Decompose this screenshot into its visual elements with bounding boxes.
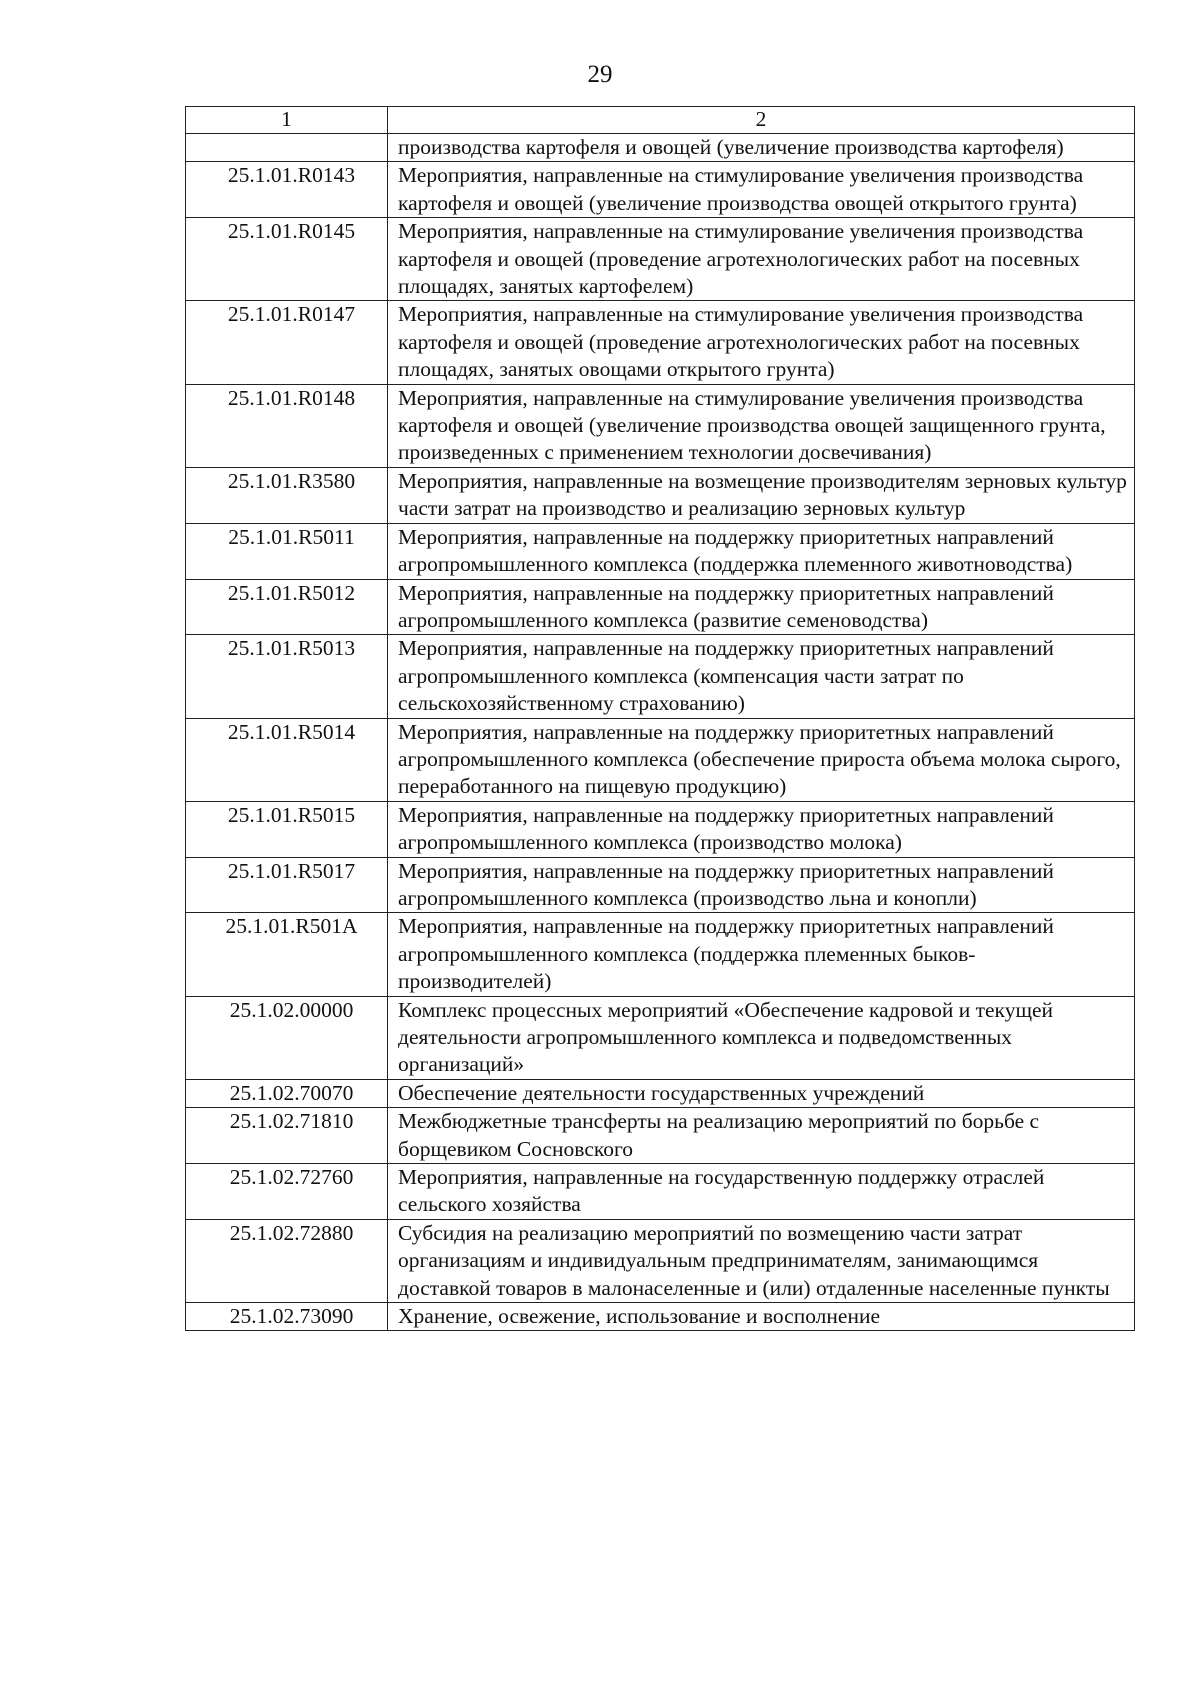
table-row	[186, 1108, 1135, 1164]
header-row	[186, 107, 1135, 134]
description-cell: Мероприятия, направленные на поддержку приоритетных направлений агропромышленного комплекса (поддержка племенных быков-производителей)	[388, 913, 1135, 996]
description-cell: Мероприятия, направленные на стимулирование увеличения производства картофеля и овощей (проведение агротехнологических работ на посевных площадях, занятых овощами открытого грунта)	[388, 301, 1135, 384]
table-row	[186, 857, 1135, 913]
column-header-2: 2	[388, 107, 1135, 134]
column-header-1: 1	[186, 107, 388, 134]
table-row	[186, 384, 1135, 467]
description-cell: Комплекс процессных мероприятий «Обеспечение кадровой и текущей деятельности агропромышленного комплекса и подведомственных организаций»	[388, 996, 1135, 1079]
budget-codes-table	[185, 106, 1135, 1331]
description-cell: Мероприятия, направленные на поддержку приоритетных направлений агропромышленного комплекса (компенсация части затрат по сельскохозяйственному страхованию)	[388, 635, 1135, 718]
code-cell: 25.1.01.R0145	[186, 218, 388, 301]
table-row	[186, 467, 1135, 523]
description-cell: Мероприятия, направленные на стимулирование увеличения производства картофеля и овощей (увеличение производства овощей защищенного грунта, произведенных с применением технологии досвечивания)	[388, 384, 1135, 467]
table-row	[186, 801, 1135, 857]
description-cell: Мероприятия, направленные на поддержку приоритетных направлений агропромышленного комплекса (производство молока)	[388, 801, 1135, 857]
table-row	[186, 1219, 1135, 1302]
table-row	[186, 218, 1135, 301]
description-cell: Мероприятия, направленные на поддержку приоритетных направлений агропромышленного комплекса (поддержка племенного животноводства)	[388, 523, 1135, 579]
code-cell: 25.1.01.R0147	[186, 301, 388, 384]
table-row	[186, 718, 1135, 801]
page-number: 29	[587, 61, 613, 88]
description-cell: Мероприятия, направленные на стимулирование увеличения производства картофеля и овощей (увеличение производства овощей открытого грунта)	[388, 162, 1135, 218]
code-cell: 25.1.02.71810	[186, 1108, 388, 1164]
code-cell: 25.1.01.R5013	[186, 635, 388, 718]
code-cell: 25.1.01.R0148	[186, 384, 388, 467]
description-cell: Мероприятия, направленные на стимулирование увеличения производства картофеля и овощей (проведение агротехнологических работ на посевных площадях, занятых картофелем)	[388, 218, 1135, 301]
table-row	[186, 635, 1135, 718]
code-cell: 25.1.01.R3580	[186, 467, 388, 523]
code-cell: 25.1.01.R501A	[186, 913, 388, 996]
description-cell: производства картофеля и овощей (увеличение производства картофеля)	[388, 134, 1135, 162]
code-cell	[186, 134, 388, 162]
description-cell: Мероприятия, направленные на поддержку приоритетных направлений агропромышленного комплекса (развитие семеноводства)	[388, 579, 1135, 635]
table-row	[186, 1164, 1135, 1220]
code-cell: 25.1.02.70070	[186, 1079, 388, 1107]
code-cell: 25.1.01.R5012	[186, 579, 388, 635]
table-row	[186, 996, 1135, 1079]
description-cell: Мероприятия, направленные на возмещение производителям зерновых культур части затрат на производство и реализацию зерновых культур	[388, 467, 1135, 523]
description-cell: Хранение, освежение, использование и восполнение	[388, 1303, 1135, 1331]
code-cell: 25.1.02.00000	[186, 996, 388, 1079]
table-row	[186, 1303, 1135, 1331]
code-cell: 25.1.01.R5015	[186, 801, 388, 857]
table-row	[186, 523, 1135, 579]
code-cell: 25.1.01.R5011	[186, 523, 388, 579]
description-cell: Субсидия на реализацию мероприятий по возмещению части затрат организациям и индивидуальным предпринимателям, занимающимся доставкой товаров в малонаселенные и (или) отдаленные населенные пункты	[388, 1219, 1135, 1302]
description-cell: Обеспечение деятельности государственных учреждений	[388, 1079, 1135, 1107]
table-header	[186, 107, 1135, 134]
table-row	[186, 301, 1135, 384]
table-row	[186, 579, 1135, 635]
description-cell: Межбюджетные трансферты на реализацию мероприятий по борьбе с борщевиком Сосновского	[388, 1108, 1135, 1164]
code-cell: 25.1.01.R0143	[186, 162, 388, 218]
table-row	[186, 1079, 1135, 1107]
code-cell: 25.1.02.72760	[186, 1164, 388, 1220]
description-cell: Мероприятия, направленные на государственную поддержку отраслей сельского хозяйства	[388, 1164, 1135, 1220]
table-row	[186, 134, 1135, 162]
description-cell: Мероприятия, направленные на поддержку приоритетных направлений агропромышленного комплекса (обеспечение прироста объема молока сырого, переработанного на пищевую продукцию)	[388, 718, 1135, 801]
table-row	[186, 913, 1135, 996]
code-cell: 25.1.01.R5017	[186, 857, 388, 913]
description-cell: Мероприятия, направленные на поддержку приоритетных направлений агропромышленного комплекса (производство льна и конопли)	[388, 857, 1135, 913]
code-cell: 25.1.02.72880	[186, 1219, 388, 1302]
table-row	[186, 162, 1135, 218]
code-cell: 25.1.02.73090	[186, 1303, 388, 1331]
code-cell: 25.1.01.R5014	[186, 718, 388, 801]
